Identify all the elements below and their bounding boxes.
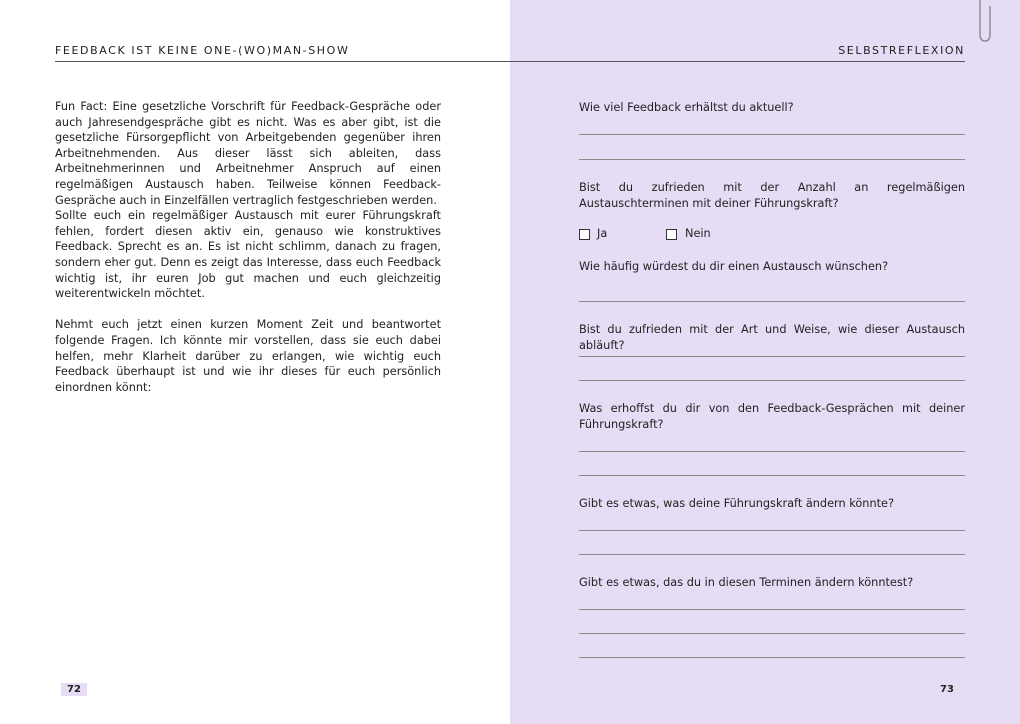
left-body-text [55, 99, 441, 395]
paragraph: Fun Fact: Eine gesetzliche Vorschrift für Feedback-Gespräche oder auch Jahresendgespräche gibt es nicht. Was es aber gibt, ist die gesetzliche Fürsorgepflicht von Arbeitgebenden gegenüber ihren Arbeitnehmenden. Aus dieser lässt sich ableiten, dass Arbeitnehmerinnen und Arbeitnehmer Anspruch auf einen regelmäßigen Austausch haben. Teilweise können Feedback-Gespräche auch in Einzelfällen vertraglich festgeschrieben werden. [55, 100, 441, 207]
question-4: Bist du zufrieden mit der Art und Weise, wie dieser Austausch abläuft? [579, 323, 965, 352]
question-7: Gibt es etwas, das du in diesen Terminen ändern könntest? [579, 576, 914, 589]
answer-line[interactable] [579, 530, 965, 531]
paragraph: Sollte euch ein regelmäßiger Austausch mit eurer Führungskraft fehlen, fordert diesen aktiv ein, genauso wie konstruktives Feedback. Sprecht es an. Es ist nicht schlimm, danach zu fragen, sondern eher gut. Denn es zeigt das Interesse, dass euch Feedback wichtig ist, ihr euren Job gut machen und euch gleichzeitig weiterentwickeln möchtet. [55, 209, 441, 301]
question-2: Bist du zufrieden mit der Anzahl an regelmäßigen Austauschterminen mit deiner Führungskraft? [579, 181, 965, 210]
answer-line[interactable] [579, 554, 965, 555]
answer-line[interactable] [579, 657, 965, 658]
paperclip-icon [976, 0, 994, 44]
answer-line[interactable] [579, 134, 965, 135]
question-1: Wie viel Feedback erhältst du aktuell? [579, 101, 794, 114]
question-5: Was erhoffst du dir von den Feedback-Gesprächen mit deiner Führungskraft? [579, 402, 965, 431]
header-rule [55, 61, 965, 62]
answer-line[interactable] [579, 301, 965, 302]
checkbox-no[interactable] [666, 229, 677, 240]
checkbox-no-label: Nein [685, 227, 711, 240]
answer-line[interactable] [579, 356, 965, 357]
running-header-left: FEEDBACK IST KEINE ONE-(WO)MAN-SHOW [55, 44, 350, 57]
checkbox-yes[interactable] [579, 229, 590, 240]
answer-line[interactable] [579, 475, 965, 476]
running-header-right: SELBSTREFLEXION [838, 44, 965, 57]
answer-line[interactable] [579, 609, 965, 610]
answer-line[interactable] [579, 451, 965, 452]
checkbox-yes-label: Ja [597, 227, 608, 240]
page-number-right: 73 [940, 684, 954, 695]
question-3: Wie häufig würdest du dir einen Austausch wünschen? [579, 260, 889, 273]
answer-line[interactable] [579, 380, 965, 381]
page-number-left: 72 [61, 683, 87, 696]
question-6: Gibt es etwas, was deine Führungskraft ändern könnte? [579, 497, 894, 510]
answer-line[interactable] [579, 633, 965, 634]
paragraph: Nehmt euch jetzt einen kurzen Moment Zeit und beantwortet folgende Fragen. Ich könnte mir vorstellen, dass sie euch dabei helfen, mehr Klarheit darüber zu erlangen, wie wichtig euch Feedback überhaupt ist und wie ihr dieses für euch persönlich einordnen könnt: [55, 318, 441, 394]
answer-line[interactable] [579, 159, 965, 160]
